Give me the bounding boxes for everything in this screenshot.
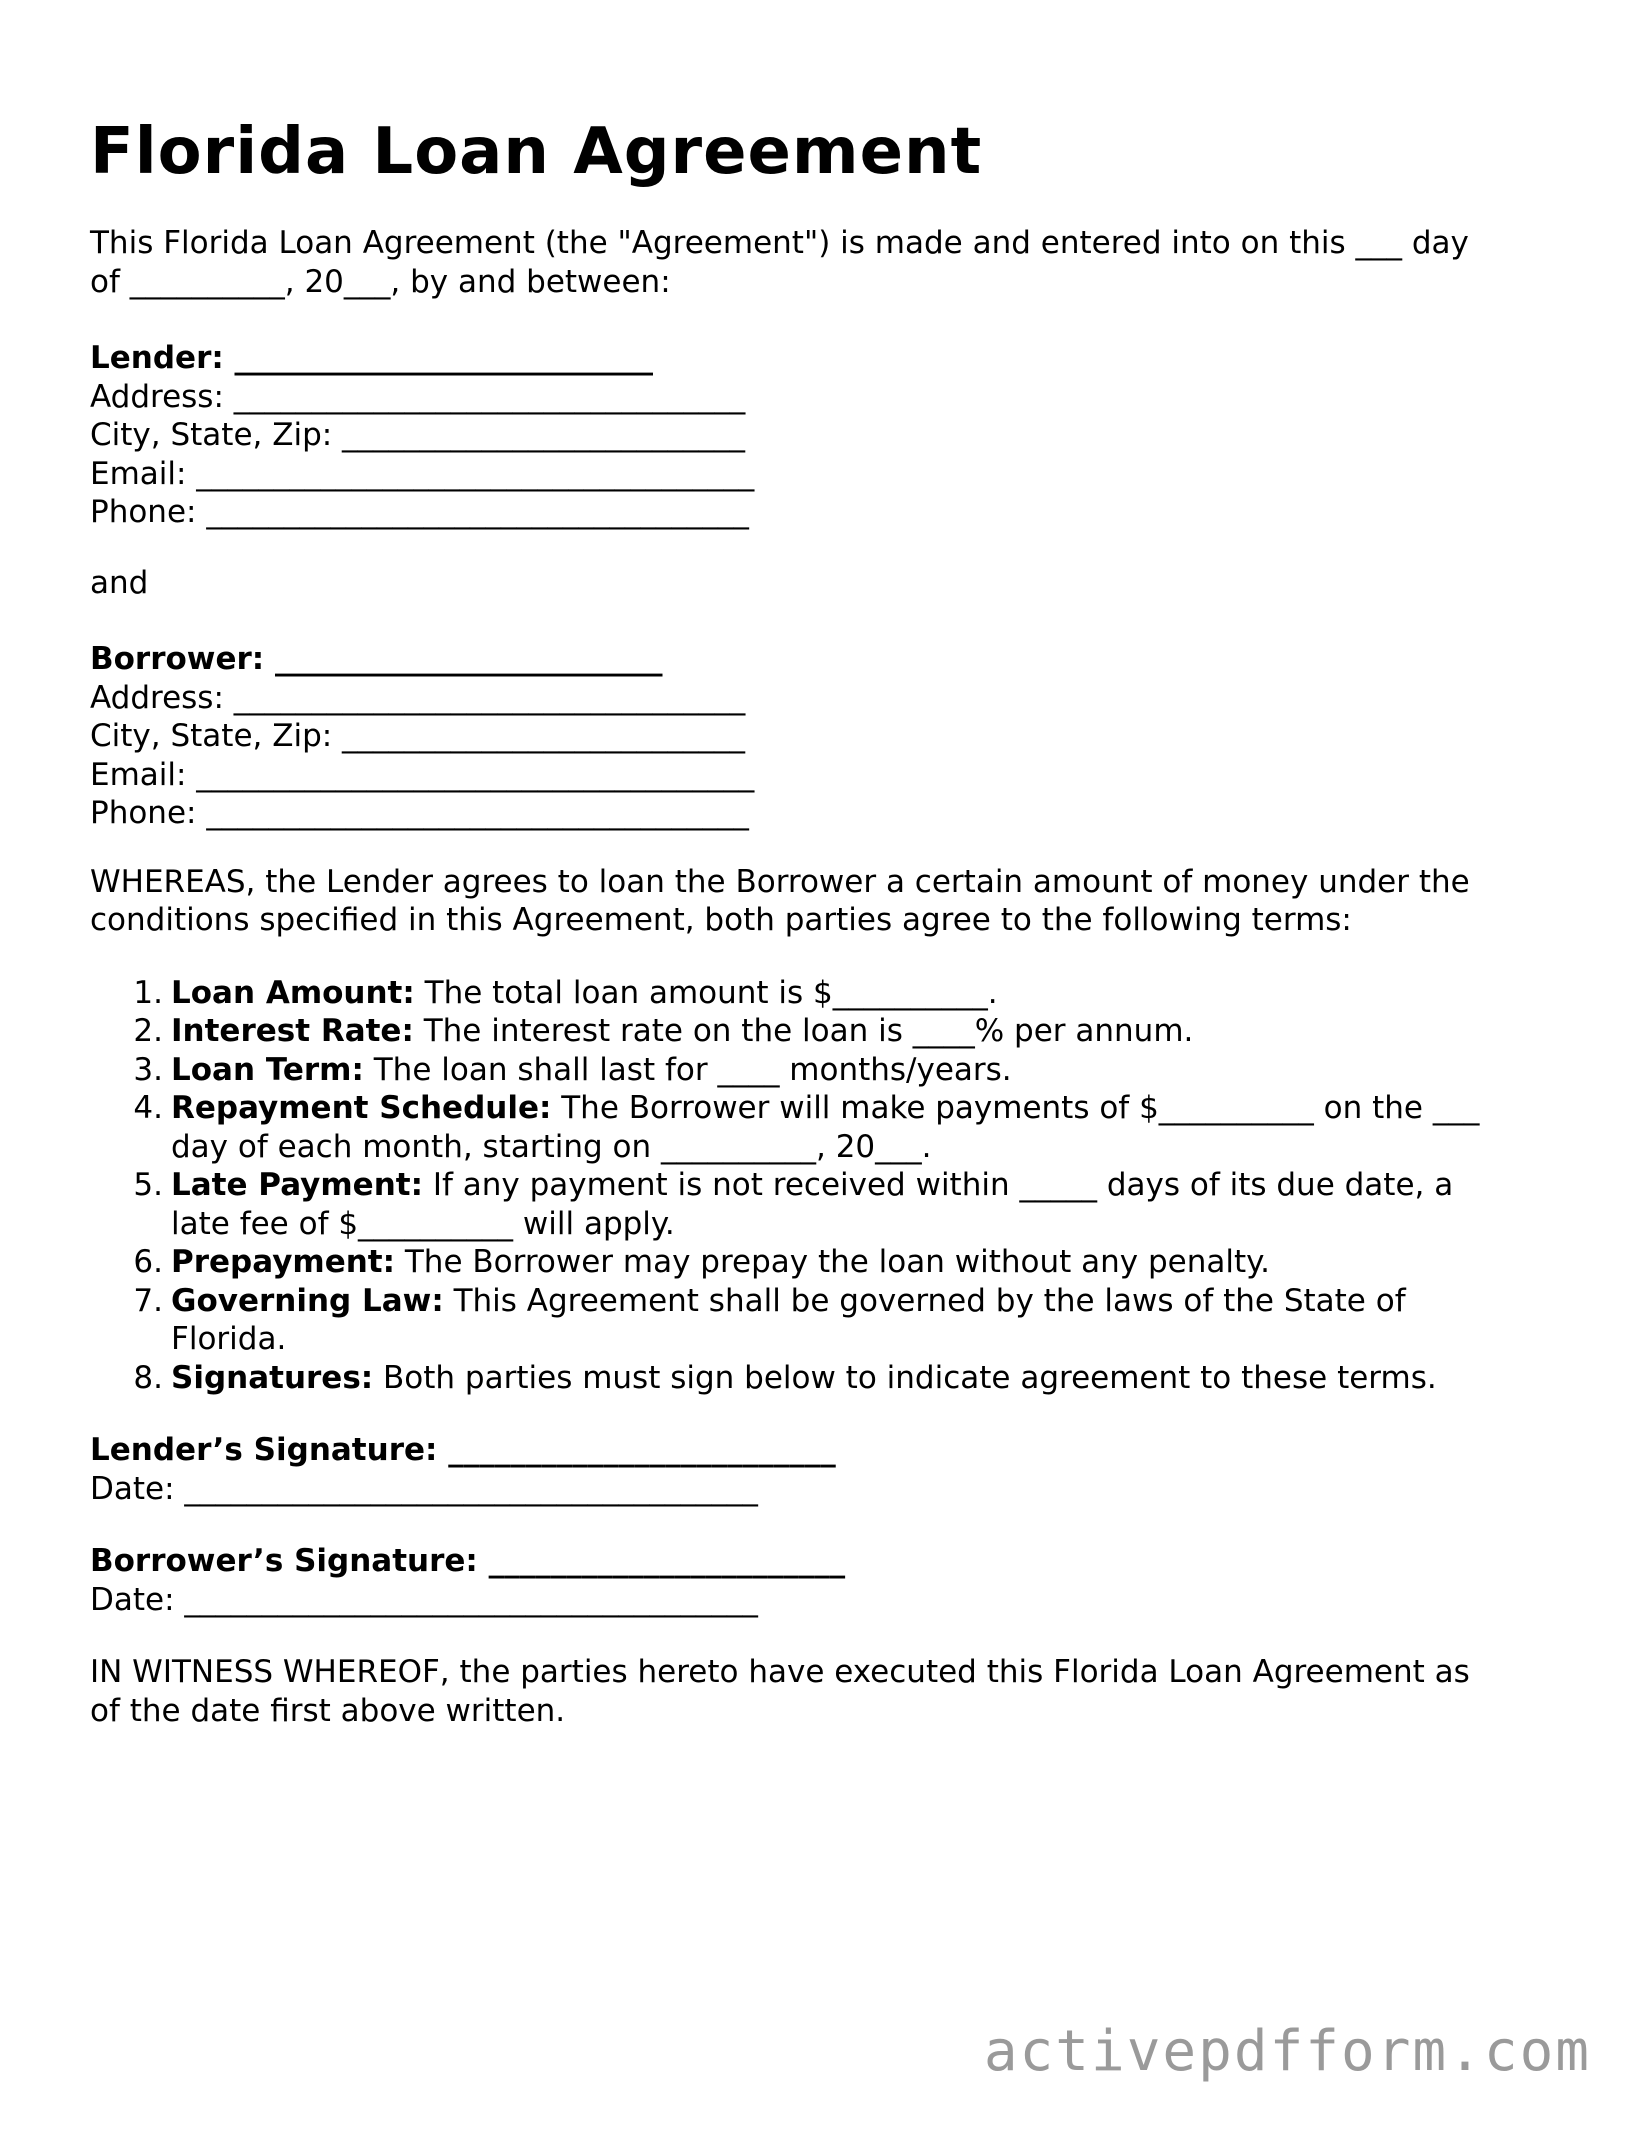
lender-signature-blank[interactable]: _________________________ xyxy=(437,1432,836,1468)
term-label: Signatures: xyxy=(171,1359,374,1396)
term-text[interactable]: The total loan amount is $__________. xyxy=(414,974,998,1011)
term-continuation[interactable]: day of each month, starting on __________, 20___. xyxy=(171,1128,932,1165)
whereas-paragraph xyxy=(90,863,1560,940)
borrower-address-field[interactable]: Address: _________________________________ xyxy=(90,679,746,716)
term-continuation[interactable]: late fee of $__________ will apply. xyxy=(171,1205,675,1242)
witness-paragraph xyxy=(90,1653,1560,1730)
term-line xyxy=(171,1166,1560,1205)
lender-heading: Lender: xyxy=(90,340,224,376)
term-label: Governing Law: xyxy=(171,1282,444,1319)
borrower-heading: Borrower: xyxy=(90,641,265,677)
borrower-city-state-zip-field[interactable]: City, State, Zip: __________________________ xyxy=(90,718,746,754)
borrower-block xyxy=(90,640,1560,833)
borrower-phone-field[interactable]: Phone: ___________________________________ xyxy=(90,795,749,831)
lender-email-field[interactable]: Email: ____________________________________ xyxy=(90,455,755,492)
term-item xyxy=(171,1243,1560,1282)
term-label: Late Payment: xyxy=(171,1167,423,1203)
term-text[interactable]: The Borrower will make payments of $__________ on the ___ xyxy=(551,1090,1480,1126)
term-line xyxy=(171,975,998,1011)
borrower-signature-block xyxy=(90,1542,1560,1619)
term-line xyxy=(171,1013,1193,1049)
term-text: Both parties must sign below to indicate agreement to these terms. xyxy=(373,1359,1437,1396)
term-label: Prepayment: xyxy=(171,1244,396,1280)
term-text: This Agreement shall be governed by the laws of the State of xyxy=(443,1282,1406,1319)
borrower-signature-line[interactable] xyxy=(90,1542,1560,1581)
term-item xyxy=(171,1282,1560,1359)
term-item xyxy=(171,1359,1560,1398)
term-line xyxy=(171,1282,1560,1321)
term-label: Repayment Schedule: xyxy=(171,1090,552,1126)
term-item xyxy=(171,1012,1560,1051)
term-line xyxy=(171,1052,1012,1088)
borrower-signature-label: Borrower’s Signature: xyxy=(90,1543,478,1579)
term-text[interactable]: The interest rate on the loan is ____% per annum. xyxy=(413,1013,1194,1049)
term-text: The Borrower may prepay the loan without any penalty. xyxy=(395,1244,1270,1280)
borrower-signature-blank[interactable]: _______________________ xyxy=(477,1543,846,1579)
term-item xyxy=(171,974,1560,1013)
term-label: Loan Amount: xyxy=(171,974,415,1011)
lender-signature-label: Lender’s Signature: xyxy=(90,1432,438,1468)
witness-line-2: of the date first above written. xyxy=(90,1692,566,1729)
term-label: Interest Rate: xyxy=(171,1013,414,1049)
lender-signature-line[interactable] xyxy=(90,1431,1560,1470)
borrower-email-field[interactable]: Email: ____________________________________ xyxy=(90,756,755,793)
term-item xyxy=(171,1166,1560,1243)
lender-phone-field[interactable]: Phone: ___________________________________ xyxy=(90,494,749,530)
whereas-line-2: conditions specified in this Agreement, both parties agree to the following terms: xyxy=(90,902,1352,938)
intro-line-2: of __________, 20___, by and between: xyxy=(90,263,671,300)
lender-name-blank[interactable]: ___________________________ xyxy=(223,340,654,376)
borrower-name-blank[interactable]: _________________________ xyxy=(264,641,663,677)
term-text[interactable]: The loan shall last for ____ months/years. xyxy=(363,1051,1012,1088)
watermark-text: activepdfform.com xyxy=(983,2019,1591,2084)
lender-signature-block xyxy=(90,1431,1560,1508)
term-line xyxy=(171,1244,1270,1280)
term-label: Loan Term: xyxy=(171,1051,364,1088)
term-item xyxy=(171,1089,1560,1166)
lender-date-field[interactable]: Date: _____________________________________ xyxy=(90,1470,758,1507)
lender-name-line[interactable] xyxy=(90,339,1560,378)
document-title: Florida Loan Agreement xyxy=(90,115,983,189)
intro-line-1: This Florida Loan Agreement (the "Agreement") is made and entered into on this ___ day xyxy=(90,225,1469,261)
term-text[interactable]: If any payment is not received within _____ days of its due date, a xyxy=(422,1167,1454,1203)
witness-line-1: IN WITNESS WHEREOF, the parties hereto have executed this Florida Loan Agreement as xyxy=(90,1654,1470,1690)
term-continuation: Florida. xyxy=(171,1321,287,1357)
intro-paragraph xyxy=(90,224,1560,301)
whereas-line-1: WHEREAS, the Lender agrees to loan the Borrower a certain amount of money under the xyxy=(90,863,1470,900)
lender-block xyxy=(90,339,1560,532)
terms-list xyxy=(90,974,1560,1398)
term-line xyxy=(171,1089,1560,1128)
lender-city-state-zip-field[interactable]: City, State, Zip: __________________________ xyxy=(90,417,746,453)
lender-address-field[interactable]: Address: _________________________________ xyxy=(90,378,746,415)
document-page xyxy=(90,112,1560,1730)
term-item xyxy=(171,1051,1560,1090)
and-text: and xyxy=(90,564,149,601)
borrower-name-line[interactable] xyxy=(90,640,1560,679)
term-line xyxy=(171,1360,1437,1396)
borrower-date-field[interactable]: Date: _____________________________________ xyxy=(90,1581,758,1618)
